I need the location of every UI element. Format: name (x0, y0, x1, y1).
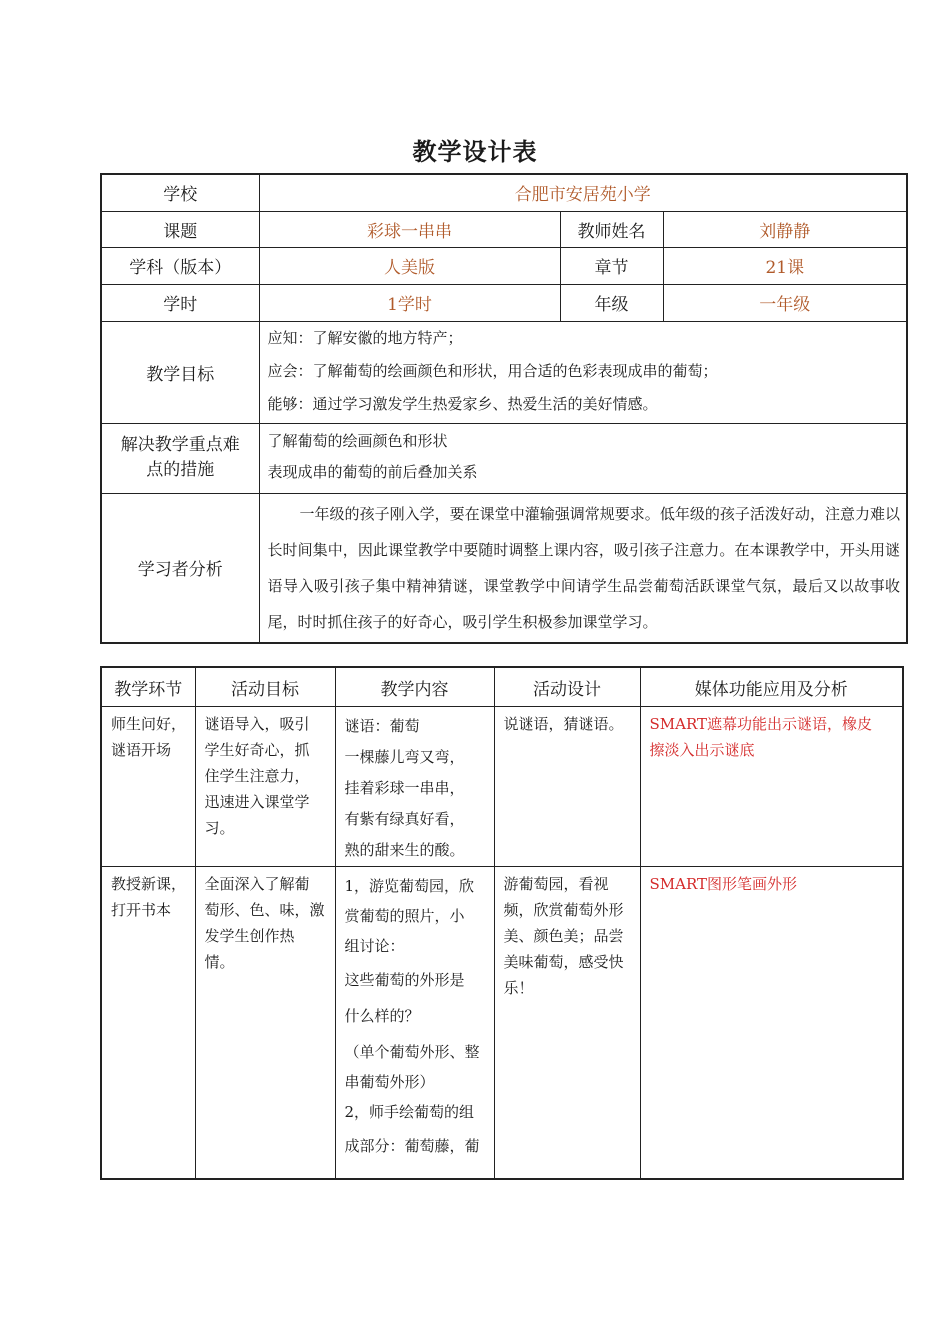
learner-text: 一年级的孩子刚入学，要在课堂中灌输强调常规要求。低年级的孩子活泼好动，注意力难以长时间集中，因此课堂教学中要随时调整上课内容，吸引孩子注意力。在本课教学中，开头用谜语导入吸引孩子集中精神猜谜，课堂教学中间请学生品尝葡萄活跃课堂气氛，最后又以故事收尾，时时抓住孩子的好奇心，吸引学生积极参加课堂学习。 (267, 504, 901, 631)
content-cell: 1，游览葡萄园，欣 赏葡萄的照片，小 组讨论： 这些葡萄的外形是 什么样的？ （单个葡萄外形、整 串葡萄外形） 2，师手绘葡萄的组 成部分：葡萄藤，葡 (335, 867, 494, 1179)
teacher-value: 刘静静 (663, 211, 907, 247)
measure-line: 了解葡萄的绘画颜色和形状 (267, 431, 448, 450)
header-goal: 活动目标 (195, 667, 335, 707)
row-school (101, 174, 907, 211)
row-learner (101, 493, 907, 643)
teacher-label: 教师姓名 (560, 211, 663, 247)
grade-value: 一年级 (663, 284, 907, 321)
process-header-row (101, 667, 903, 707)
hours-value: 1学时 (259, 284, 560, 321)
measure-line: 表现成串的葡萄的前后叠加关系 (267, 462, 478, 481)
media-cell: SMART遮幕功能出示谜语，橡皮 擦淡入出示谜底 (640, 707, 903, 867)
design-cell: 说谜语，猜谜语。 (494, 707, 640, 867)
learner-label: 学习者分析 (101, 493, 259, 643)
topic-label: 课题 (101, 211, 259, 247)
row-goals (101, 321, 907, 423)
goal-line: 应会：了解葡萄的绘画颜色和形状，用合适的色彩表现成串的葡萄； (267, 361, 718, 380)
stage-cell: 师生问好， 谜语开场 (101, 707, 195, 867)
header-media: 媒体功能应用及分析 (640, 667, 903, 707)
table-row (101, 867, 903, 1179)
info-table (100, 173, 908, 644)
design-cell: 游葡萄园，看视 频，欣赏葡萄外形 美、颜色美；品尝 美味葡萄，感受快 乐！ (494, 867, 640, 1179)
school-label: 学校 (101, 174, 259, 211)
row-subject (101, 247, 907, 284)
goal-line: 能够：通过学习激发学生热爱家乡、热爱生活的美好情感。 (267, 394, 658, 413)
subject-value: 人美版 (259, 247, 560, 284)
row-hours (101, 284, 907, 321)
measures-cell (259, 423, 907, 493)
chapter-value: 21课 (663, 247, 907, 284)
topic-value: 彩球一串串 (259, 211, 560, 247)
goal-line: 应知：了解安徽的地方特产； (267, 328, 463, 347)
goal-cell: 全面深入了解葡 萄形、色、味，激 发学生创作热 情。 (195, 867, 335, 1179)
process-table (100, 666, 904, 1180)
goal-cell: 谜语导入，吸引 学生好奇心，抓 住学生注意力， 迅速进入课堂学 习。 (195, 707, 335, 867)
header-stage: 教学环节 (101, 667, 195, 707)
learner-cell (259, 493, 907, 643)
goals-cell (259, 321, 907, 423)
chapter-label: 章节 (560, 247, 663, 284)
page-title: 教学设计表 (412, 137, 538, 166)
grade-label: 年级 (560, 284, 663, 321)
hours-label: 学时 (101, 284, 259, 321)
measures-label: 解决教学重点难 点的措施 (101, 423, 259, 493)
subject-label: 学科（版本） (101, 247, 259, 284)
row-measures (101, 423, 907, 493)
media-cell: SMART图形笔画外形 (640, 867, 903, 1179)
header-content: 教学内容 (335, 667, 494, 707)
header-design: 活动设计 (494, 667, 640, 707)
table-row (101, 707, 903, 867)
goals-label: 教学目标 (101, 321, 259, 423)
row-topic (101, 211, 907, 247)
stage-cell: 教授新课， 打开书本 (101, 867, 195, 1179)
content-cell: 谜语：葡萄 一棵藤儿弯又弯， 挂着彩球一串串， 有紫有绿真好看， 熟的甜来生的酸。 (335, 707, 494, 867)
school-value: 合肥市安居苑小学 (259, 174, 907, 211)
